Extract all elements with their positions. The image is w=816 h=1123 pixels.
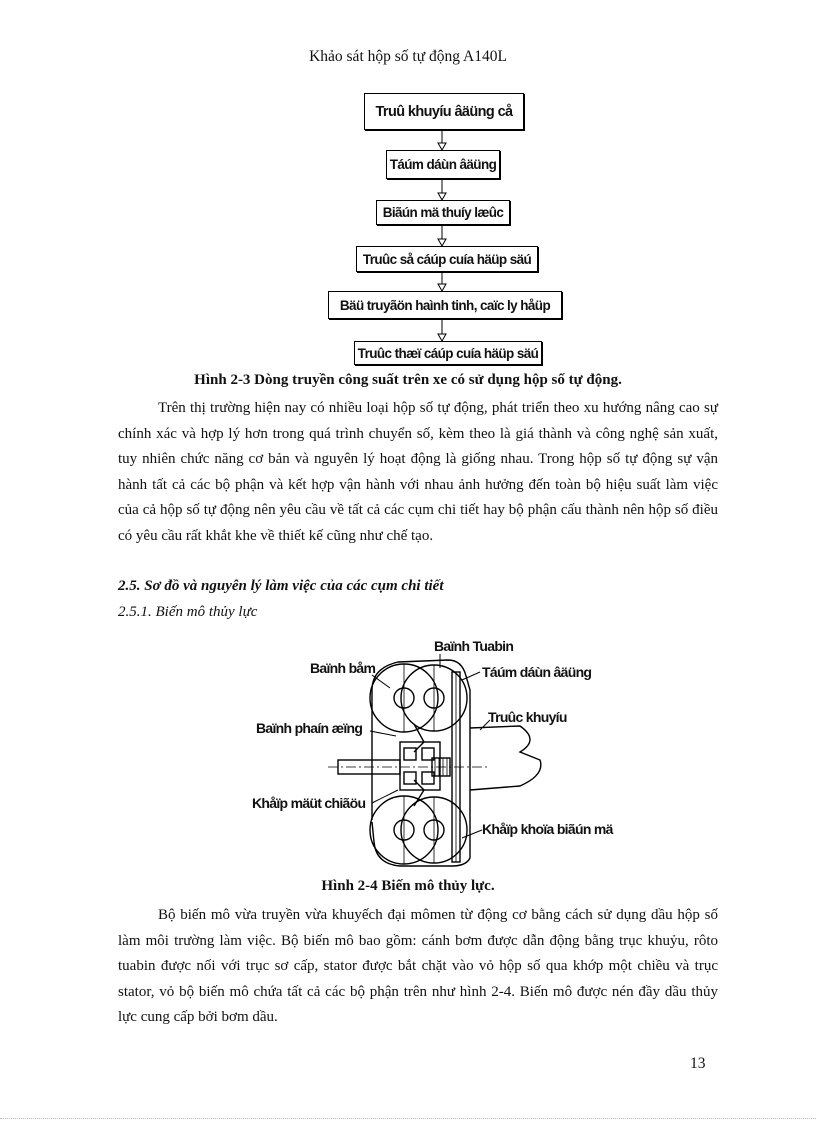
figure-2-3-caption: Hình 2-3 Dòng truyền công suất trên xe có sử dụng hộp số tự động. [194,372,622,388]
flow-box-output-shaft: Truûc thæï cáúp cuía häüp säú [354,341,542,365]
label-lockup-clutch: Khåïp khoïa biãún mä [482,821,613,837]
flow-box-crankshaft: Truû khuyíu âäüng cå [364,93,524,130]
label-crankshaft: Truûc khuyíu [488,709,567,725]
page-number: 13 [690,1055,706,1072]
page-header: Khảo sát hộp số tự động A140L [309,48,507,65]
label-one-way-clutch: Khåïp mäüt chiãöu [252,795,366,811]
flow-box-drive-plate: Táúm dáùn âäüng [386,150,500,179]
flow-box-torque-converter: Biãún mä thuíy læûc [376,200,510,225]
label-turbine: Baïnh Tuabin [434,638,514,654]
figure-2-4-caption: Hình 2-4 Biến mô thủy lực. [321,878,495,894]
paragraph-2-text: Bộ biến mô vừa truyền vừa khuyếch đại mômen từ động cơ bằng cách sử dụng dầu hộp số làm môi trường làm việc. Bộ biến mô bao gồm: cánh bơm được dẫn động bằng trục khuỷu, rôto tuabin được nối với trục sơ cấp, stator được bắt chặt vào vỏ hộp số qua khớp một chiều và trục stator, vỏ bộ biến mô chứa tất cả các bộ phận trên như hình 2-4. Biến mô được nén đầy dầu thủy lực cung cấp bởi bơm dầu. [118,907,718,1026]
label-stator: Baïnh phaín æïng [256,720,363,736]
label-pump: Baïnh båm [310,660,376,676]
flow-box-input-shaft: Truûc så cáúp cuía häüp säú [356,246,538,272]
paragraph-1-text: Trên thị trường hiện nay có nhiều loại hộp số tự động, phát triển theo xu hướng nâng cao sự chính xác và hợp lý hơn trong quá trình chuyển số, kèm theo là giá thành và công nghệ sản xuất, tuy nhiên chức năng cơ bản và nguyên lý hoạt động là giống nhau. Trong hộp số tự động sự vận hành tất cả các bộ phận và kết hợp vận hành với nhau ảnh hưởng đến toàn bộ hiệu suất làm việc của cả hộp số tự động nên yêu cầu về tất cả các cụm chi tiết hay bộ phận cấu thành nên hộp số điều có yêu cầu rất khắt khe về thiết kế cũng như chế tạo. [118,400,718,544]
section-2-5-heading: 2.5. Sơ đồ và nguyên lý làm việc của các cụm chi tiết [118,578,444,594]
bottom-rule [0,1118,816,1119]
flow-box-planetary-clutches: Bäü truyãön haình tinh, caïc ly håüp [328,291,562,319]
paragraph-2 [118,903,718,1031]
label-drive-plate: Táúm dáùn âäüng [482,664,592,680]
section-2-5-1-heading: 2.5.1. Biến mô thủy lực [118,604,258,620]
